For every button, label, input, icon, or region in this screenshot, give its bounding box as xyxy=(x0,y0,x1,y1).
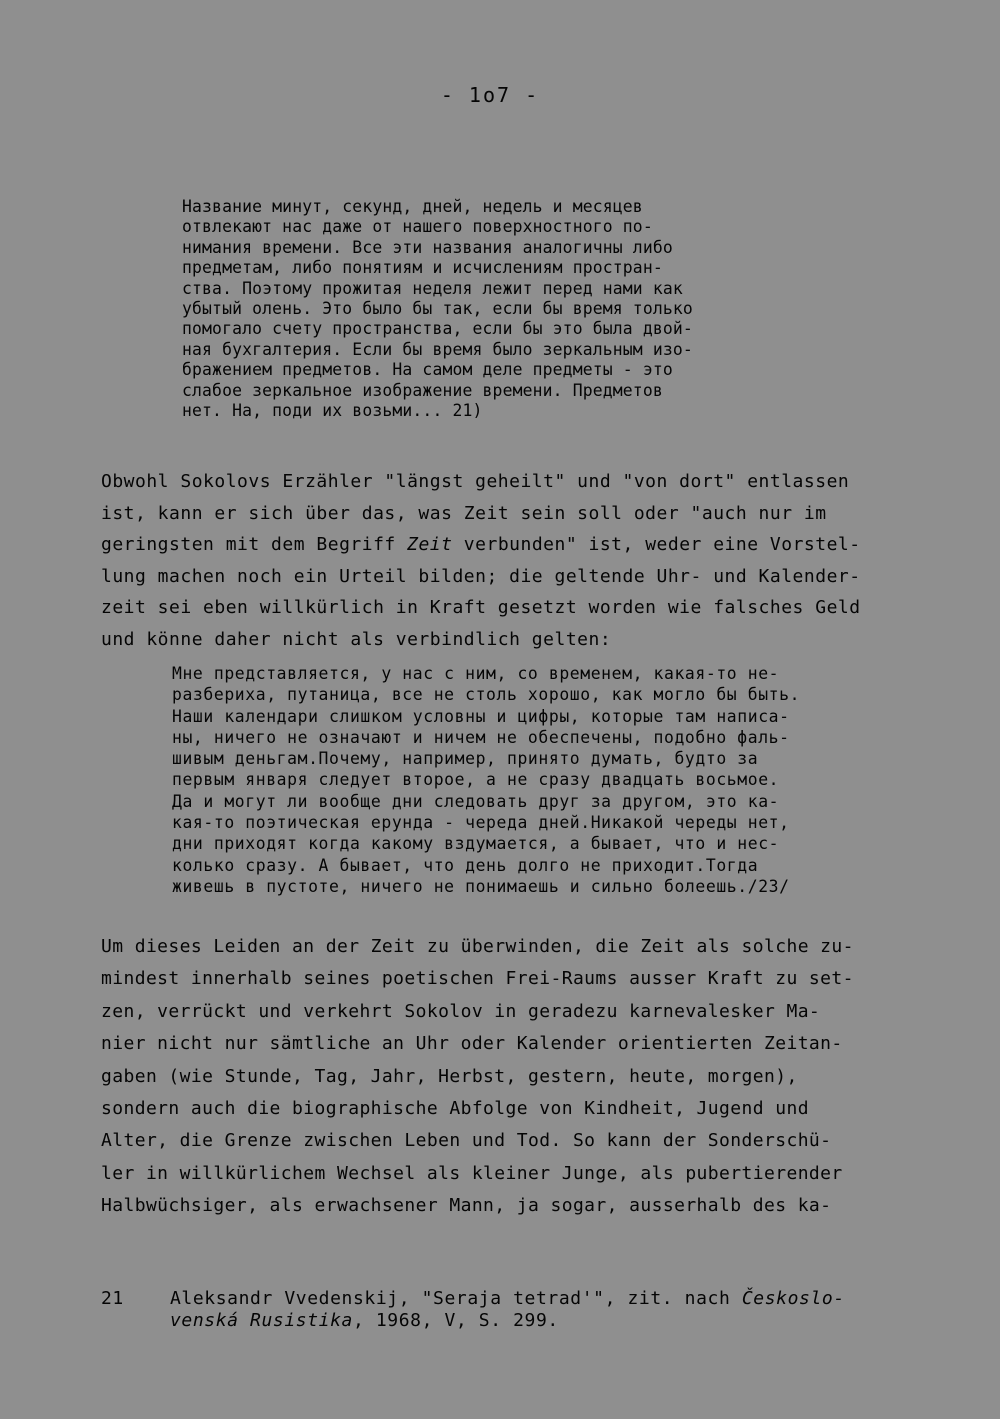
quote-line: кая-то поэтическая ерунда - череда дней.Никакой череды нет, xyxy=(172,813,790,833)
paragraph-line: ler in willkürlichem Wechsel als kleiner Junge, als pubertierender xyxy=(101,1162,843,1184)
footnote-line xyxy=(101,1310,845,1332)
paragraph-line: sondern auch die biographische Abfolge von Kindheit, Jugend und xyxy=(101,1097,809,1119)
paragraph-line: Um dieses Leiden an der Zeit zu überwinden, die Zeit als solche zu- xyxy=(101,936,854,957)
paragraph-line: und könne daher nicht als verbindlich gelten: xyxy=(101,628,612,650)
italic-term: Zeit xyxy=(407,534,453,556)
text-run: geringsten mit dem Begriff xyxy=(101,534,408,556)
quote-line: Название минут, секунд, дней, недель и месяцев xyxy=(182,197,643,216)
quote-line: живешь в пустоте, ничего не понимаешь и сильно болеешь./23/ xyxy=(172,876,790,896)
quote-line: Мне представляется, у нас с ним, со временем, какая-то не- xyxy=(172,664,780,683)
quote-line: первым января следует второе, а не сразу двадцать восьмое. xyxy=(172,770,780,790)
paragraph-line: ist, kann er sich über das, was Zeit sein soll oder "auch nur im xyxy=(101,502,827,524)
quote-line: шивым деньгам.Почему, например, принято думать, будто за xyxy=(172,749,759,769)
paragraph-line: Alter, die Grenze zwischen Leben und Tod. So kann der Sonderschü- xyxy=(101,1130,832,1152)
quote-line: разбериха, путаница, все не столь хорошо, как могло бы быть. xyxy=(172,685,801,705)
paragraph-line: gaben (wie Stunde, Tag, Jahr, Herbst, gestern, heute, morgen), xyxy=(101,1065,798,1087)
text-run: Aleksandr Vvedenskij, "Seraja tetrad'", zit. nach xyxy=(170,1288,742,1309)
paragraph-line: Halbwüchsiger, als erwachsener Mann, ja sogar, ausserhalb des ka- xyxy=(101,1195,832,1217)
paragraph-line xyxy=(101,529,861,561)
italic-title: Českoslo- xyxy=(741,1288,845,1309)
quote-line: ная бухгалтерия. Если бы время было зеркальным изо- xyxy=(182,339,693,359)
paragraph-line: lung machen noch ein Urteil bilden; die geltende Uhr- und Kalender- xyxy=(101,565,861,587)
quote-line: дни приходят когда какому вздумается, а бывает, что и нес- xyxy=(172,834,780,854)
quote-line: нимания времени. Все эти названия аналогичны либо xyxy=(182,237,673,257)
paragraph-line: Obwohl Sokolovs Erzähler "längst geheilt" und "von dort" entlassen xyxy=(101,471,850,492)
quote-line: бражением предметов. На самом деле предметы - это xyxy=(182,360,673,380)
paragraph-line: zen, verrückt und verkehrt Sokolov in geradezu karnevalesker Ma- xyxy=(101,1000,821,1022)
quote-line: слабое зеркальное изображение времени. Предметов xyxy=(182,380,663,400)
russian-quote-2 xyxy=(172,663,800,897)
quote-line: предметам, либо понятиям и исчислениям простран- xyxy=(182,258,663,278)
footnote-number: 21 xyxy=(101,1288,124,1309)
footnote-line xyxy=(101,1288,845,1310)
paragraph-line: mindest innerhalb seines poetischen Frei-Raums ausser Kraft zu set- xyxy=(101,968,854,990)
body-paragraph-2 xyxy=(101,931,854,1223)
text-run: , 1968, V, S. 299. xyxy=(353,1310,559,1331)
quote-line: нет. На, поди их возьми... 21) xyxy=(182,400,483,420)
italic-title: venská Rusistika xyxy=(170,1310,353,1331)
quote-line: колько сразу. А бывает, что день долго не приходит.Тогда xyxy=(172,855,759,875)
paragraph-line: zeit sei eben willkürlich in Kraft gesetzt worden wie falsches Geld xyxy=(101,597,861,619)
quote-line: ства. Поэтому прожитая неделя лежит перед нами как xyxy=(182,278,683,298)
russian-quote-1 xyxy=(182,197,693,421)
quote-line: помогало счету пространства, если бы это была двой- xyxy=(182,319,693,339)
quote-line: Да и могут ли вообще дни следовать друг за другом, это ка- xyxy=(172,791,780,811)
quote-line: Наши календари слишком условны и цифры, которые там написа- xyxy=(172,706,790,726)
footnote xyxy=(101,1288,845,1332)
quote-line: отвлекают нас даже от нашего поверхностного по- xyxy=(182,217,653,237)
quote-line: убытый олень. Это было бы так, если бы время только xyxy=(182,298,693,318)
paragraph-line: nier nicht nur sämtliche an Uhr oder Kalender orientierten Zeitan- xyxy=(101,1033,843,1055)
text-run: verbunden" ist, weder eine Vorstel- xyxy=(452,534,861,556)
body-paragraph-1 xyxy=(101,466,861,656)
quote-line: ны, ничего не означают и ничем не обеспечены, подобно фаль- xyxy=(172,727,790,747)
page-number: - 1o7 - xyxy=(440,83,540,107)
